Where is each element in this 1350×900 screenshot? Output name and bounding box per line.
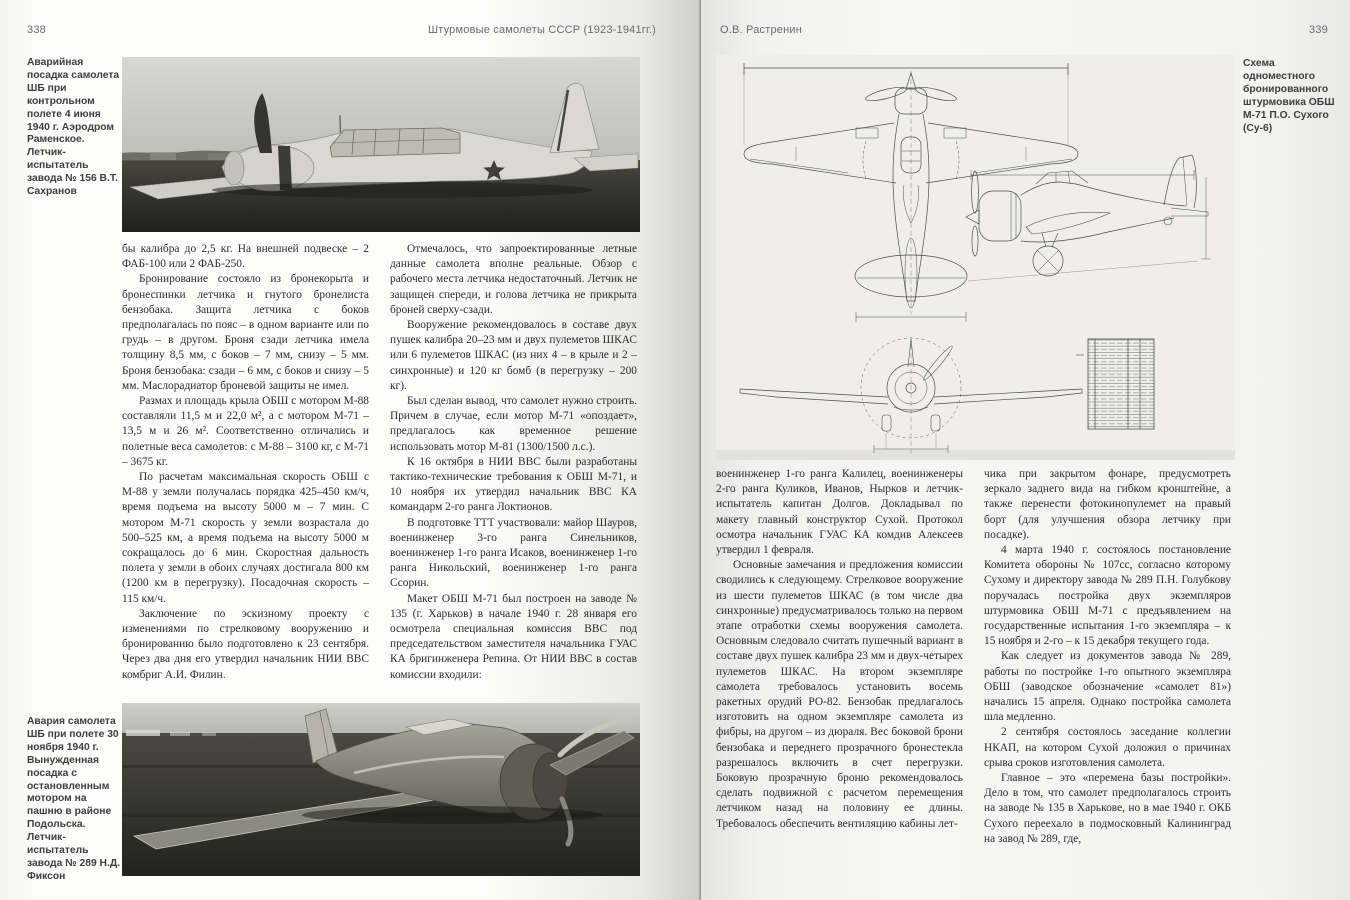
paragraph: чика при закрытом фонаре, предусмотреть зеркало заднего вида на гибком кронштейне, а также перенести фотокинопулемет на правый борт (для улучшения обзора летчику при посадке). <box>984 468 1231 541</box>
text-column-2 <box>390 242 637 699</box>
paragraph: Бронирование состояло из бронекорыта и бронеспинки летчика и гнутого бронелиста бензобака. Защита летчика с боков предполагалась по пояс – в одном варианте или по грудь – в другом. Броня сзади летчика имела толщину 8,5 мм, с боков – 7 мм, снизу – 5 мм. Броня бензобака: сзади – 6 мм, с боков и снизу – 5 мм. Маслорадиатор броневой защиты не имел. <box>122 273 369 392</box>
paragraph: Был сделан вывод, что самолет нужно строить. Причем в случае, если мотор М-71 «опоздает», предлагалось как временное решение использовать мотор М-81 (1300/1500 л.с.). <box>390 395 637 453</box>
photo-caption-bottom: Авария самолета ШБ при полете 30 ноября 1940 г. Вынужденная посадка с остановленным мотором на пашню в районе Подольска. Летчик-испытатель завода № 289 Н.Д. Фиксон <box>27 716 121 882</box>
aircraft-three-view-drawing <box>716 55 1235 460</box>
page-number: 338 <box>27 24 46 36</box>
paragraph: Макет ОБШ М-71 был построен на заводе № 135 (г. Харьков) в начале 1940 г. 28 января его осмотрела специальная комиссия ВВС под председательством заместителя начальника ГУАС КА бригинженера Репина. От НИИ ВВС в состав комиссии входили: <box>390 592 637 681</box>
photo-shb-belly-landing <box>122 57 640 232</box>
paragraph: военинженер 1-го ранга Калилец, военинженеры 2-го ранга Куликов, Иванов, Нырков и летчик-испытатель капитан Долгов. Докладывал по макету главный конструктор Сухой. Протокол осмотра начальник ГУАС КА комдив Алексеев утвердил 1 февраля. <box>716 468 963 557</box>
paragraph: Как следует из документов завода № 289, работы по постройке 1-го опытного экземпляра ОБШ (заводское обозначение «самолет 81») начались 15 апреля. Однако постройка самолета шла медленно. <box>984 650 1231 724</box>
text-column-3 <box>716 467 963 881</box>
paragraph: Главное – это «перемена базы постройки». Дело в том, что самолет предполагалось строить на заводе № 135 в Харькове, но в мае 1940 г. ОКБ Сухого переехало в подмосковный Калининград на завод № 289, где, <box>984 772 1231 845</box>
paragraph: Основные замечания и предложения комиссии сводились к следующему. Стрелковое вооружение из шести пулеметов ШКАС (в том числе два синхронные) предусматривалось только на первом этапе отработки схемы вооружения самолета. Основным следовало считать пушечный вариант в составе двух пушек калибра 23 мм и двух-четырех пулеметов ШКАС. На втором экземпляре самолета требовалось установить восемь ракетных орудий РО-82. Бензобак предлагалось изготовить на одном экземпляре самолета из фибры, на другом – из дюраля. Вес боковой брони бензобака и переднего прозрачного бронестекла разрешалось включить в счет перегрузки. Боковую прозрачную броню рекомендовалось сделать подвижной с расчетом перемещения летчиком назад на половину ее длины. Требовалось обеспечить вентиляцию кабины лет- <box>716 559 963 830</box>
running-title: Штурмовые самолеты СССР (1923-1941гг.) <box>427 24 656 36</box>
paragraph: К 16 октября в НИИ ВВС были разработаны тактико-технические требования к ОБШ М-71, и 10 ноября их утвердил начальник ВВС КА командарм 2-го ранга Локтионов. <box>390 455 637 514</box>
paragraph: бы калибра до 2,5 кг. На внешней подвеске – 2 ФАБ-100 или 2 ФАБ-250. <box>122 243 369 271</box>
paragraph: Размах и площадь крыла ОБШ с мотором М-88 составляли 11,5 м и 22,0 м², а с мотором М-71 – 13,5 м и 26 м². Соответственно отличались и полетные веса самолетов: с М-88 – 3100 кг, с М-71 – 3675 кг. <box>122 395 369 468</box>
paragraph: Заключение по эскизному проекту с изменениями по стрелковому вооружению и бронированию было подготовлено к 23 сентября. Через два дня его утвердил начальник НИИ ВВС комбриг А.И. Филин. <box>122 607 369 681</box>
paragraph: В подготовке ТТТ участвовали: майор Шауров, военинженер 3-го ранга Синельников, военинженер 1-го ранга Исаков, военинженер 1-го ранга Никольский, военинженер 1-го ранга Ссорин. <box>390 516 637 590</box>
text-column-1 <box>122 242 369 699</box>
photo-shb-crash-field <box>122 703 640 876</box>
page-right <box>700 0 1350 900</box>
paragraph: Вооружение рекомендовалось в составе двух пушек калибра 20–23 мм и двух пулеметов ШКАС или 6 пулеметов ШКАС (из них 4 – в крыле и 2 – синхронные) и 120 кг бомб (в перегрузку – 200 кг). <box>390 319 637 392</box>
drawing-caption: Схема одноместного бронированного штурмовика ОБШ М-71 П.О. Сухого (Су-6) <box>1243 58 1335 134</box>
page-gutter <box>700 0 701 900</box>
paragraph: Отмечалось, что запроектированные летные данные самолета вполне реальные. Обзор с рабочего места летчика недостаточный. Летчик не защищен спереди, и голова летчика не прикрыта броней сверху-сзади. <box>390 243 637 316</box>
paragraph: 4 марта 1940 г. состоялось постановление Комитета обороны № 107сс, согласно которому Сухому и директору завода № 289 П.Н. Голубкову поручалась постройка двух экземпляров штурмовика ОБШ М-71 с предъявлением на государственные испытания 1-го экземпляра – к 15 ноября и 2-го – к 15 декабря текущего года. <box>984 544 1231 648</box>
page-number: 339 <box>1309 24 1328 36</box>
paragraph: По расчетам максимальная скорость ОБШ с М-88 у земли получалась порядка 425–450 км/ч, время подъема на высоту 5000 м – 7 мин. С мотором М-71 скорость у земли возрастала до 500–525 км, а время подъема на высоту 5000 м сокращалось до 6 мин. Скоростная дальность полета у земли в обоих случаях достигала 800 км (1200 км в перегрузку). Посадочная скорость – 115 км/ч. <box>122 471 369 605</box>
text-column-4 <box>984 467 1231 881</box>
paragraph: 2 сентября состоялось заседание коллегии НКАП, на котором Сухой доложил о причинах срыва сроков изготовления самолета. <box>984 726 1231 769</box>
author-name: О.В. Растренин <box>720 24 803 36</box>
photo-caption-top: Аварийная посадка самолета ШБ при контрольном полете 4 июня 1940 г. Аэродром Раменское. Летчик-испытатель завода № 156 В.Т. Сахранов <box>27 57 120 198</box>
